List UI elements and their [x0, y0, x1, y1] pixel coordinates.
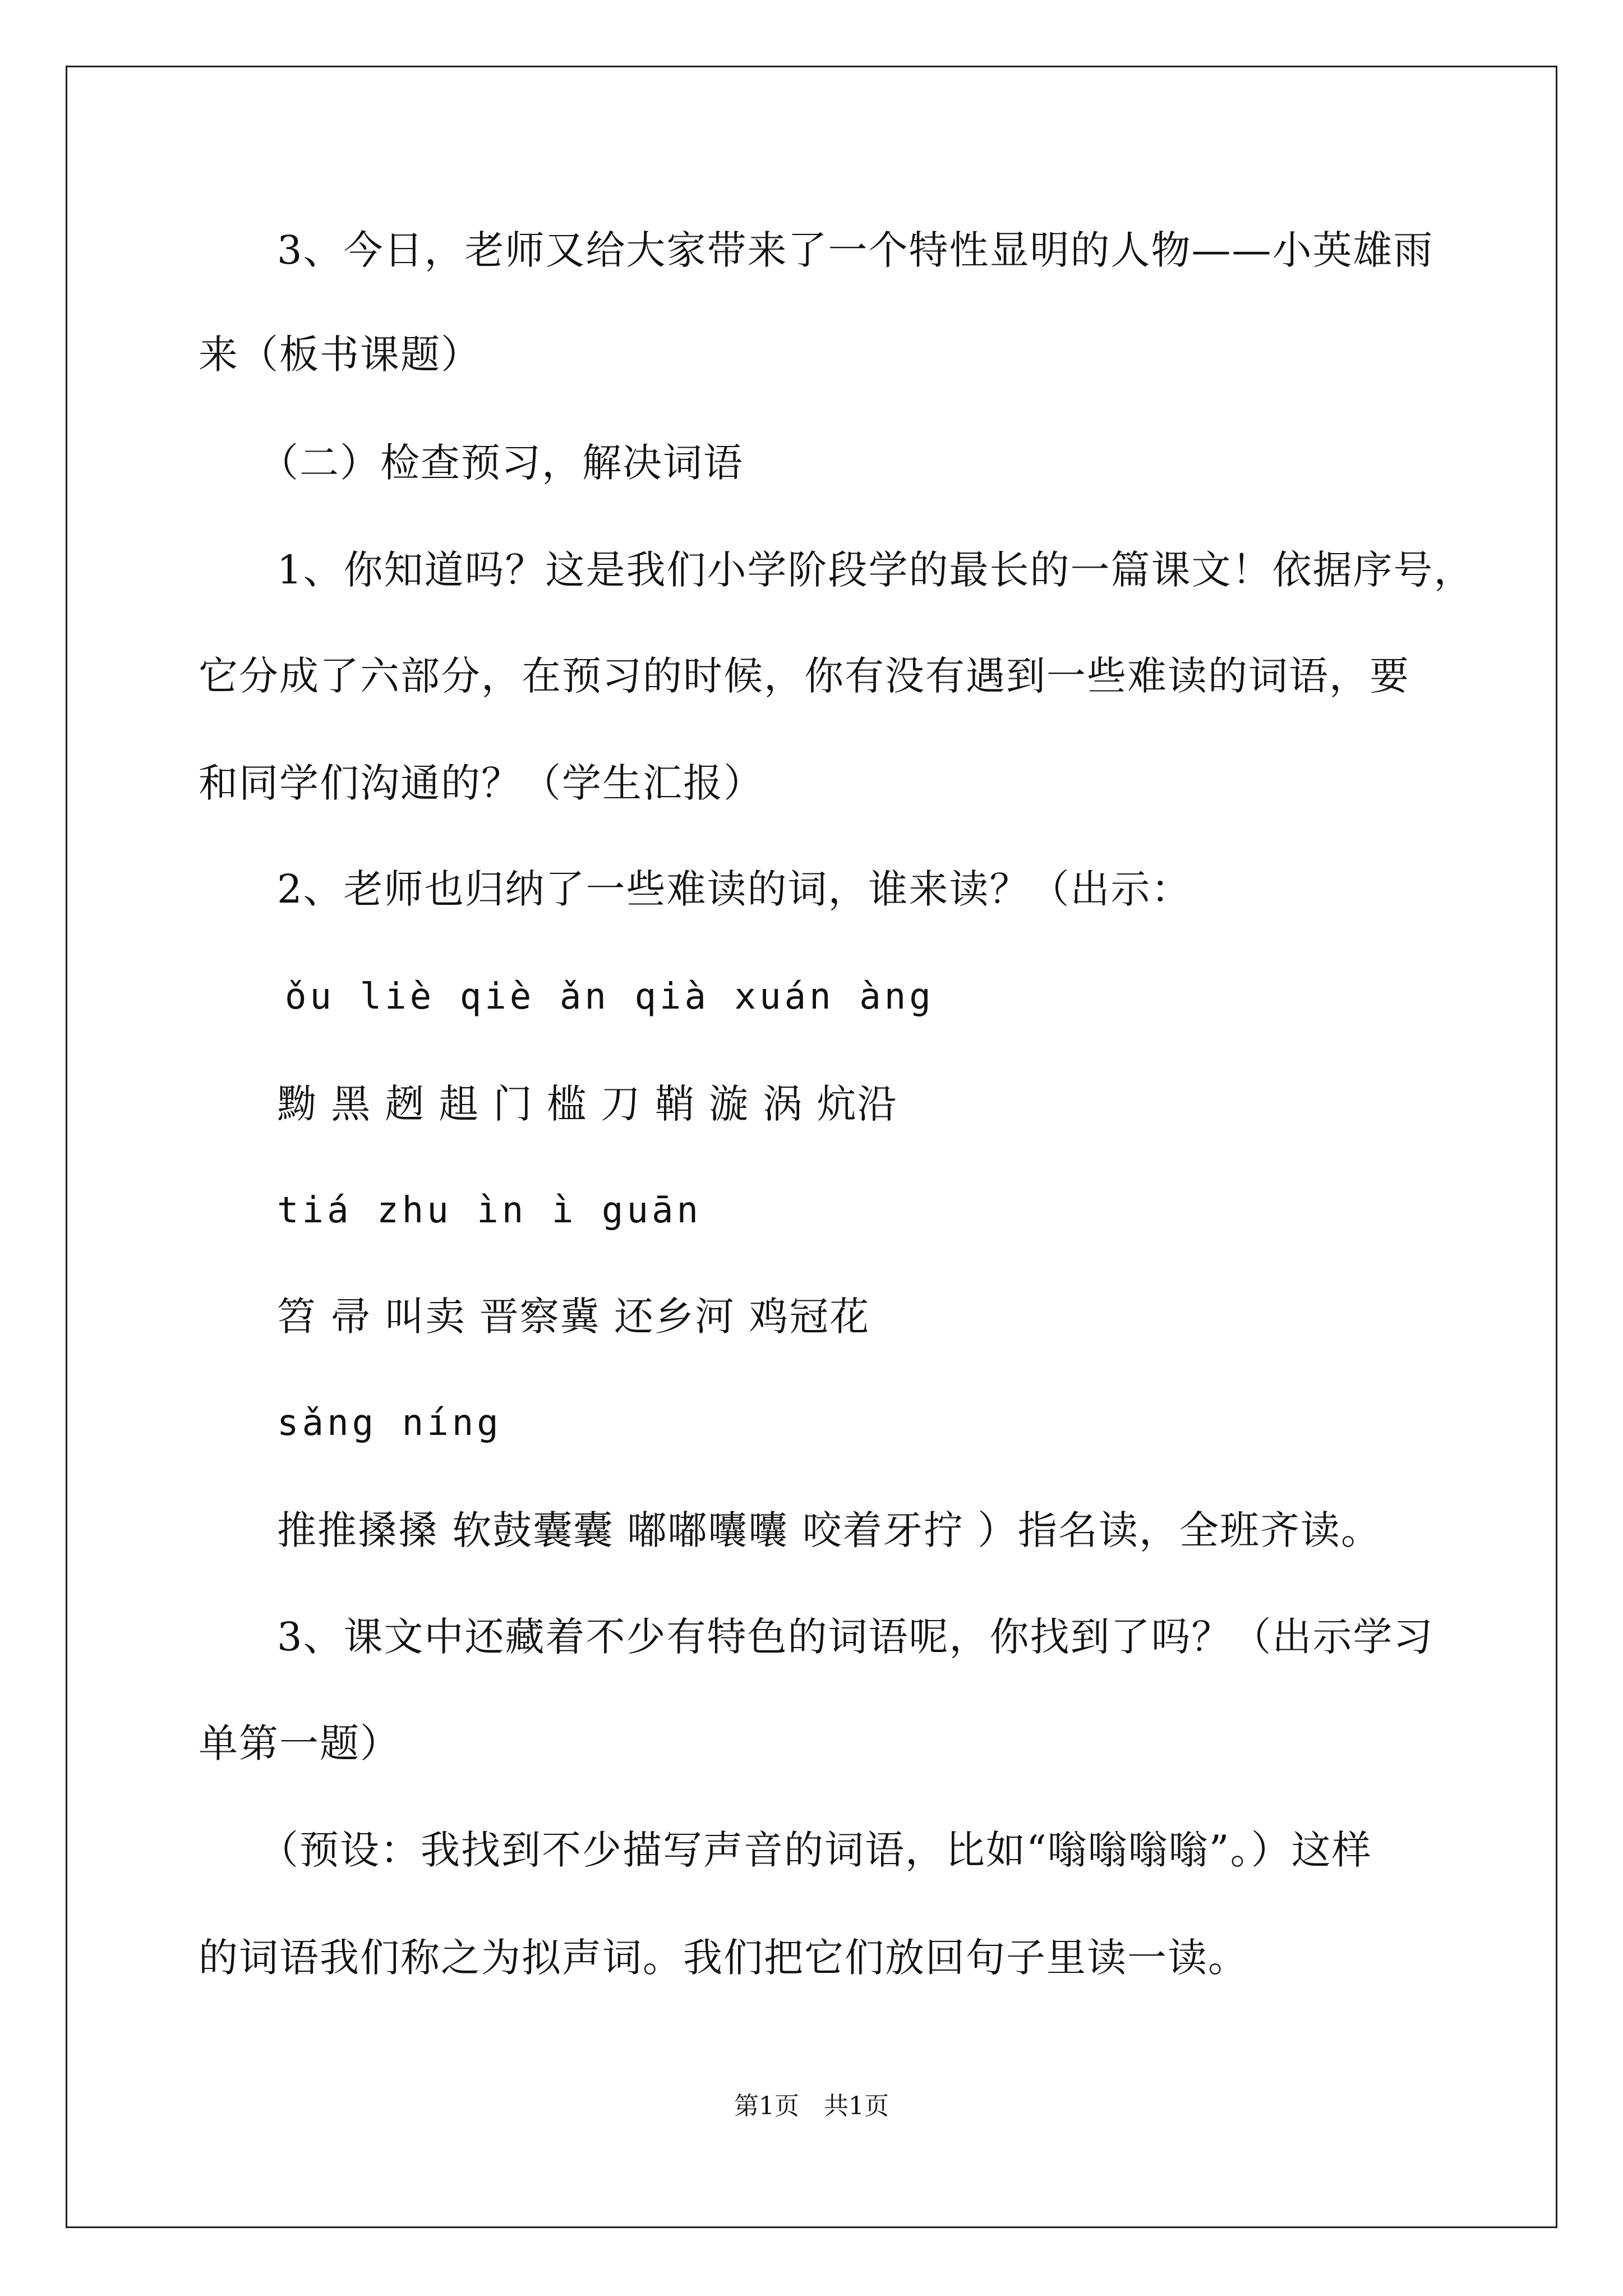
- section-heading: （二）检查预习，解决词语: [259, 440, 744, 486]
- page-number-footer: 第1页 共1页: [734, 2092, 889, 2120]
- vocabulary-line: 黝 黑 趔 趄 门 槛 刀 鞘 漩 涡 炕沿: [277, 1081, 898, 1127]
- paragraph-line: 它分成了六部分，在预习的时候，你有没有遇到一些难读的词语，要: [199, 653, 1410, 699]
- vocabulary-line: 笤 帚 叫卖 晋察冀 还乡河 鸡冠花: [277, 1294, 870, 1340]
- paragraph-line: 3、今日，老师又给大家带来了一个特性显明的人物——小英雄雨: [277, 227, 1434, 273]
- paragraph-line: 1、你知道吗？这是我们小学阶段学的最长的一篇课文！依据序号，: [277, 547, 1474, 593]
- pinyin-line: ǒu liè qiè ǎn qià xuán àng: [285, 976, 934, 1018]
- paragraph-line: 3、课文中还藏着不少有特色的词语呢，你找到了吗？（出示学习: [277, 1614, 1434, 1660]
- vocabulary-line: 推推搡搡 软鼓囊囊 嘟嘟囔囔 咬着牙拧 ）指名读，全班齐读。: [277, 1507, 1382, 1553]
- paragraph-line: （预设：我找到不少描写声音的词语，比如“嗡嗡嗡嗡”。）这样: [259, 1827, 1372, 1873]
- pinyin-line: sǎng níng: [277, 1402, 502, 1444]
- paragraph-line: 单第一题）: [199, 1720, 400, 1766]
- page-border: [66, 66, 1557, 2228]
- paragraph-line: 来（板书课题）: [199, 332, 481, 378]
- pinyin-line: tiá zhu ìn ì guān: [277, 1190, 702, 1231]
- paragraph-line: 和同学们沟通的？（学生汇报）: [199, 760, 764, 806]
- paragraph-line: 的词语我们称之为拟声词。我们把它们放回句子里读一读。: [199, 1935, 1248, 1981]
- paragraph-line: 2、老师也归纳了一些难读的词，谁来读？（出示：: [277, 866, 1192, 912]
